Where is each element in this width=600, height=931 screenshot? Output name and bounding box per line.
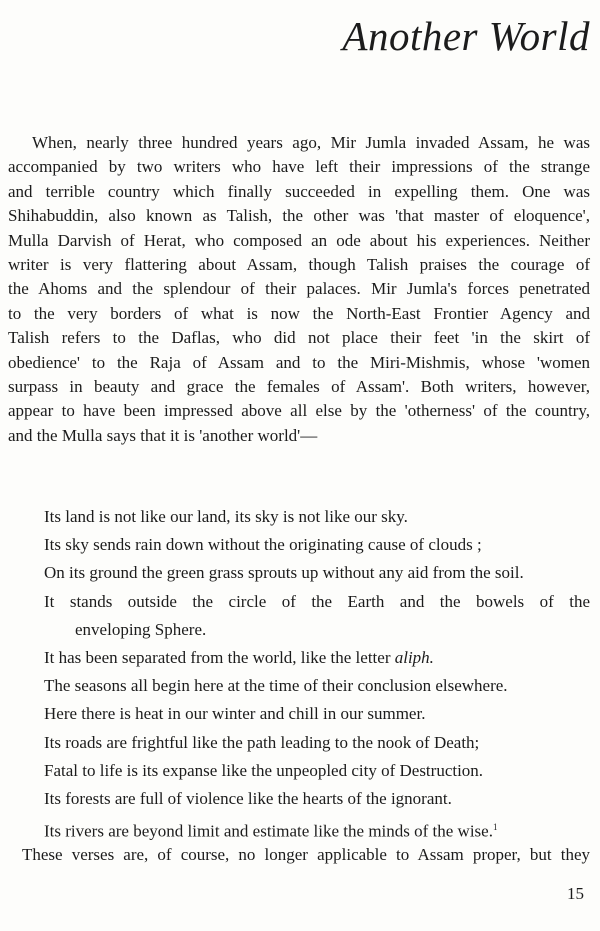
verse-line [44,644,590,672]
text-line: the Ahoms and the splendour of their palaces. Mir Jumla's forces penetrated [8,279,590,299]
text-line: Talish refers to the Daflas, who did not place their feet 'in the skirt of [8,328,590,348]
page-number: 15 [567,884,584,903]
text-line: appear to have been impressed above all else by the 'otherness' of the country, [8,401,590,421]
verse-line: Its sky sends rain down without the originating cause of clouds ; [44,535,482,555]
chapter-title: Another World [342,13,590,59]
verse-line: Fatal to life is its expanse like the unpeopled city of Destruction. [44,760,484,780]
text-line: to the very borders of what is now the North-East Frontier Agency and [8,303,590,323]
text-line: writer is very flattering about Assam, though Talish praises the courage of [8,254,590,274]
text-line: obedience' to the Raja of Assam and to the Miri-Mishmis, whose 'women [8,352,590,372]
text-line: When, nearly three hundred years ago, Mir Jumla invaded Assam, he was [32,133,590,152]
verse-italic: aliph. [394,647,434,667]
footnote-marker: 1 [492,822,498,833]
verse-line: Its roads are frightful like the path leading to the nook of Death; [44,732,480,752]
verse-text: It has been separated from the world, like the letter [44,647,391,667]
verse-line: Its land is not like our land, its sky is not like our sky. [44,507,408,526]
text-line: and terrible country which finally succeeded in expelling them. One was [8,181,590,201]
text-line: Mulla Darvish of Herat, who composed an ode about his experiences. Neither [8,230,590,250]
verse-line: It stands outside the circle of the Earth and the bowels of the [44,591,590,611]
text-line: Shihabuddin, also known as Talish, the other was 'that master of eloquence', [8,206,590,226]
text-line: accompanied by two writers who have left their impressions of the strange [8,157,590,177]
verse-line: On its ground the green grass sprouts up without any aid from the soil. [44,563,524,583]
continuation-line: These verses are, of course, no longer applicable to Assam proper, but they [22,845,590,864]
verse-line: enveloping Sphere. [75,619,207,639]
verse-text: Its rivers are beyond limit and estimate like the minds of the wise. [44,821,493,841]
verse-line: The seasons all begin here at the time of their conclusion elsewhere. [44,676,508,696]
body-paragraph [8,131,590,448]
verse-line: Its forests are full of violence like the hearts of the ignorant. [44,788,452,808]
text-line: surpass in beauty and grace the females of Assam'. Both writers, however, [8,376,590,396]
verse-quotation [44,503,590,841]
text-line: and the Mulla says that it is 'another world'— [8,425,318,445]
verse-line: Here there is heat in our winter and chill in our summer. [44,704,426,724]
verse-line [44,813,590,841]
